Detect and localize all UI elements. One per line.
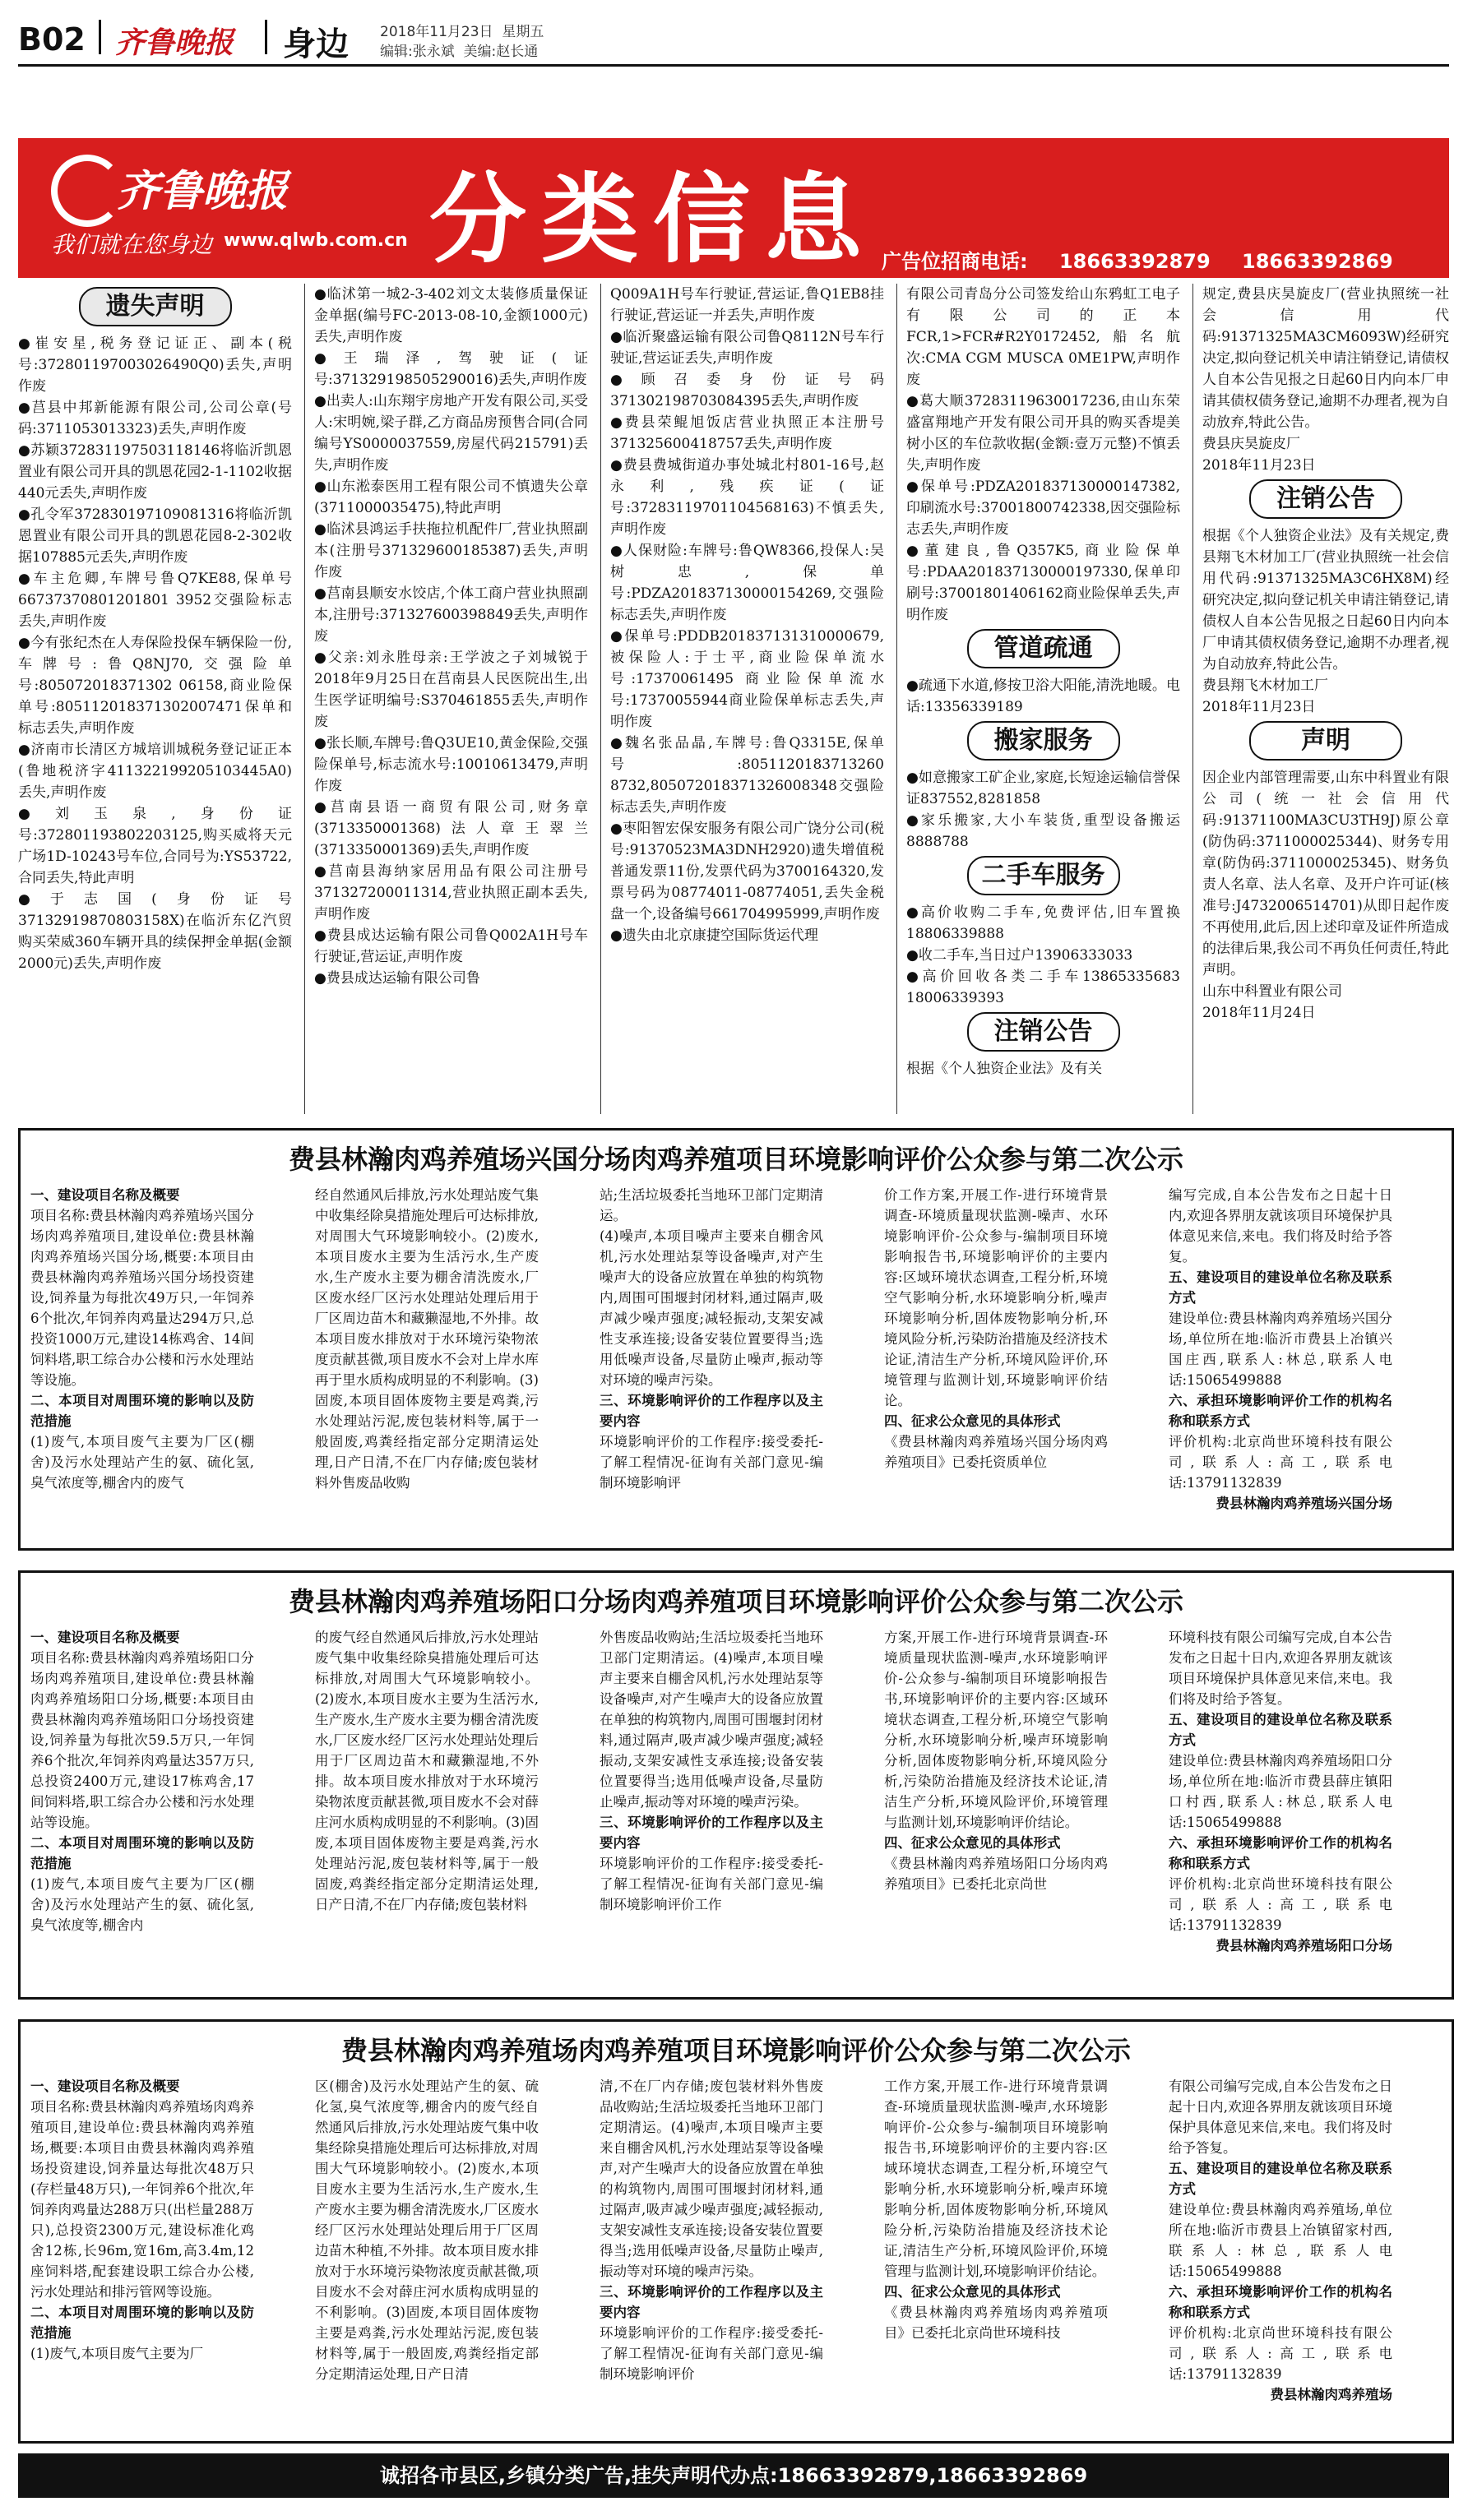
notice-body [30,2076,1442,2433]
notice-paragraph: (4)噪声,本项目噪声主要来自棚舍风机,污水处理站泵等设备噪声,对产生噪声大的设备应放置在单独的构筑物内,周围可围堰封闭材料,通过隔声,吸声减少噪声强度;减轻振动,支架安减性支承连接;设备安装位置要得当;选用低噪声设备,尽量防止噪声,振动等对环境的噪声污染。 [600,1228,823,1388]
notice-subheading: 四、征求公众意见的具体形式 [884,1835,1061,1851]
notice-subheading: 四、征求公众意见的具体形式 [884,2284,1061,2300]
brand-swirl-icon [51,155,123,227]
classified-item: 根据《个人独资企业法》及有关 [906,1061,1102,1077]
notice-subheading: 一、建设项目名称及概要 [30,1630,180,1645]
classified-item: ●顾召委身份证号码371302198703084395丢失,声明作废 [610,372,884,409]
list [1202,525,1449,718]
notice-paragraph: 环境影响评价的工作程序:接受委托-了解工程情况-征询有关部门意见-编制环境影响评价 [600,2325,823,2382]
classified-col-1 [18,284,292,1114]
classified-item: ●费县荣鲲旭饭店营业执照正本注册号371325600418757丢失,声明作废 [610,414,884,452]
heading-pipe-dredging: 管道疏通 [967,629,1120,668]
classified-item: ●疏通下水道,修按卫浴大阳能,清洗地暖。电话:13356339189 [906,677,1180,715]
notice-xingguo [18,1128,1454,1551]
section-title: 身边 [283,25,349,63]
notice-title: 费县林瀚肉鸡养殖场阳口分场肉鸡养殖项目环境影响评价公众参与第二次公示 [288,1586,1183,1617]
notice-paragraph: 建设单位:费县林瀚肉鸡养殖场阳口分场,单位所在地:临沂市费县薛庄镇阳口村西,联系人:林总,联系人电话:15065499888 [1169,1753,1392,1830]
notice-body [30,1627,1442,1989]
classified-item: ●莒南县海纳家居用品有限公司注册号371327200011314,营业执照正副本丢失,声明作废 [314,863,588,922]
classified-col-2 [314,284,588,1114]
notice-paragraph: 评价机构:北京尚世环境科技有限公司,联系人:高工,联系电话:13791132839 [1169,1434,1392,1491]
notice-subheading: 二、本项目对周围环境的影响以及防范措施 [30,1393,254,1429]
notice-subheading: 六、承担环境影响评价工作的机构名称和联系方式 [1169,2284,1392,2320]
classified-col-3 [610,284,884,1114]
heading-statement: 声明 [1249,721,1402,761]
classified-item: 2018年11月23日 [1202,699,1316,715]
notice-signature: 费县林瀚肉鸡养殖场阳口分场 [1216,1938,1392,1954]
editor-credits: 编辑:张永斌 美编:赵长通 [380,44,539,60]
classified-item: ●于志国(身份证号37132919870803158X)在临沂东亿汽贸购买荣威360车辆开具的续保押金单据(金额2000元)丢失,声明作废 [18,891,292,972]
notice-paragraph: 评价机构:北京尚世环境科技有限公司,联系人:高工,联系电话:13791132839 [1169,1876,1392,1933]
classified-item: ●临沭县鸿运手扶拖拉机配件厂,营业执照副本(注册号371329600185387)丢失,声明作废 [314,521,588,580]
notice-paragraph: 环境科技有限公司编写完成,自本公告发布之日起十日内,欢迎各界朋友就该项目环境保护具体意见来信,来电。我们将及时给予答复。 [1169,1630,1392,1707]
classified-item: ●人保财险:车牌号:鲁QW8366,投保人:吴树忠,保单号:PDZA201837130000154269,交强险标志丢失,声明作废 [610,543,884,623]
list [610,284,884,946]
classified-item: ●如意搬家工矿企业,家庭,长短途运输信誉保证837552,8281858 [906,770,1180,807]
banner-title: 分类信息 [429,163,878,276]
banner-logo: 齐鲁晚报 [117,166,289,216]
classified-item: ●魏名张品晶,车牌号:鲁Q3315E,保单号:8051120183713260 8732,805072018371326008348交强险标志丢失,声明作废 [610,735,884,816]
classified-item: ●枣阳智宏保安服务有限公司广饶分公司(税号:91370523MA3DNH2920)遗失增值税普通发票11份,发票代码为3700164320,发票号码为08774011-08774051,丢失金税盘一个,设备编号661704995999,声明作废 [610,821,884,922]
notice-paragraph: 清,不在厂内存储;废包装材料外售废品收购站;生活垃圾委托当地环卫部门定期清运。(4)噪声,本项目噪声主要来自棚舍风机,污水处理站泵等设备噪声,对产生噪声大的设备应放置在单独的构筑物内,周围可围堰封闭材料,通过隔声,吸声减少噪声强度;减轻振动,支架安减性支承连接;设备安装位置要得当;选用低噪声设备,尽量防止噪声,振动等对环境的噪声污染。 [600,2078,823,2279]
notice-paragraph: 有限公司编写完成,自本公告发布之日起十日内,欢迎各界朋友就该项目环境保护具体意见来信,来电。我们将及时给予答复。 [1169,2078,1392,2156]
classified-item: ●保单号:PDZA201837130000147382,印刷流水号:37001800742338,因交强险标志丢失,声明作废 [906,479,1180,538]
classified-item: ●出卖人:山东翔宇房地产开发有限公司,买受人:宋明婉,梁子群,乙方商品房预售合同(合同编号YS0000037559,房屋代码215791)丢失,声明作废 [314,393,588,474]
notice-paragraph: (1)废气,本项目废气主要为厂区(棚舍)及污水处理站产生的氨、硫化氢,臭气浓度等,棚舍内的废气 [30,1434,254,1491]
classified-col-5 [1202,284,1449,1114]
heading-lost-notice: 遗失声明 [79,287,232,326]
classified-columns [18,284,1449,1114]
list [1202,767,1449,1024]
notice-subheading: 一、建设项目名称及概要 [30,1187,180,1203]
banner-url: www.qlwb.com.cn [224,230,408,251]
newspaper-brand: 齐鲁晚报 [115,25,234,60]
classified-item: ●董建良,鲁Q357K5,商业险保单号:PDAA201837130000197330,保单印刷号:37001801406162商业险保单丢失,声明作废 [906,543,1180,623]
notice-paragraph: 环境影响评价的工作程序:接受委托-了解工程情况-征询有关部门意见-编制环境影响评 [600,1434,823,1491]
column-divider [896,284,897,1114]
notice-paragraph: 经自然通风后排放,污水处理站废气集中收集经除臭措施处理后可达标排放,对周围大气环境影响较小。(2)废水,本项目废水主要为生活污水,生产废水,生产废水主要为棚舍清洗废水,厂区废水经厂区污水处理站处理后用于厂区周边苗木和藏獭湿地,不外排。故本项目废水排放对于水环境污染物浓度贡献甚微,项目废水不会对上岸水库再于里水质构成明显的不利影响。(3)固废,本项目固体废物主要是鸡粪,污水处理站污泥,废包装材料等,属于一般固废,鸡粪经指定部分定期清运处理,日产日清,不在厂内存储;废包装材料外售废品收购 [315,1187,539,1491]
notice-main-farm [18,2019,1454,2444]
list [906,767,1180,853]
list [1202,284,1449,476]
notice-column [600,1185,823,1540]
classified-item: ●费县成达运输有限公司鲁 [314,970,480,987]
notice-signature: 费县林瀚肉鸡养殖场 [1270,2387,1392,2402]
notice-column [1169,1185,1392,1540]
classified-item: ●莒南县语一商贸有限公司,财务章(3713350001368)法人章王翠兰(3713350001369)丢失,声明作废 [314,799,588,858]
notice-column [1169,1627,1392,1989]
notice-subheading: 二、本项目对周围环境的影响以及防范措施 [30,2305,254,2341]
classified-item: 规定,费县庆昊旋皮厂(营业执照统一社会信用代码:91371325MA3CM6093W)经研究决定,拟向登记机关申请注销登记,请债权人自本公告见报之日起60日内向本厂申请其债权债务登记,逾期不办理者,视为自动放弃,特此公告。 [1202,286,1449,431]
list [906,675,1180,718]
classified-item: ●济南市长清区方城培训城税务登记证正本(鲁地税济字411322199205103445A0)丢失,声明作废 [18,742,292,801]
classified-item: ●父亲:刘永胜母亲:王学波之子刘城锐于2018年9月25日在莒南县人民医院出生,出生医学证明编号:S370461855丢失,声明作废 [314,650,588,730]
classified-item: ●莒县中邦新能源有限公司,公司公章(号码:3711053013323)丢失,声明作废 [18,400,292,437]
notice-subheading: 三、环境影响评价的工作程序以及主要内容 [600,1393,823,1429]
classified-item: 山东中科置业有限公司 [1202,983,1342,1000]
notice-column [600,1627,823,1989]
classified-item: 费县庆昊旋皮厂 [1202,436,1300,452]
divider [99,20,101,54]
notice-body [30,1185,1442,1540]
classified-item: ●费县费城街道办事处城北村801-16号,赵永利,残疾证(证号:37283119701104568163)不慎丢失,声明作废 [610,457,884,538]
notice-subheading: 二、本项目对周围环境的影响以及防范措施 [30,1835,254,1871]
notice-column [600,2076,823,2433]
classified-item: ●高价回收各类二手车13865335683 18006339393 [906,969,1180,1006]
list [18,333,292,974]
notice-subheading: 五、建设项目的建设单位名称及联系方式 [1169,1712,1392,1748]
classified-item: ●收二手车,当日过户13906333033 [906,947,1133,964]
notice-paragraph: (1)废气,本项目废气主要为厂 [30,2346,204,2361]
classified-item: ●家乐搬家,大小车装货,重型设备搬运8888788 [906,812,1180,850]
notice-column [1169,2076,1392,2433]
notice-paragraph: 区(棚舍)及污水处理站产生的氨、硫化氢,臭气浓度等,棚舍内的废气经自然通风后排放,污水处理站废气集中收集经除臭措施处理后可达标排放,对周围大气环境影响较小。(2)废水,本项目废水主要为生活污水,生产废水,生产废水主要为棚舍清洗废水,厂区废水经厂区污水处理站处理后用于厂区周边苗木种植,不外排。故本项目废水排放对于水环境污染物浓度贡献甚微,项目废水不会对薛庄河水质构成明显的不利影响。(3)固废,本项目固体废物主要是鸡粪,污水处理站污泥,废包装材料等,属于一般固废,鸡粪经指定部分定期清运处理,日产日清 [315,2078,539,2382]
divider [265,20,267,54]
list [906,284,1180,626]
classified-item: ●张长顺,车牌号:鲁Q3UE10,黄金保险,交强险保单号,标志流水号:10010613479,声明作废 [314,735,588,794]
classified-item: ●刘玉泉,身份证号:372801193802203125,购买威将天元广场1D-10243号车位,合同号为:YS53722,合同丢失,特此声明 [18,806,292,886]
classified-item: 费县翔飞木材加工厂 [1202,677,1328,694]
classified-item: ●费县成达运输有限公司鲁Q002A1H号车行驶证,营运证,声明作废 [314,927,588,965]
notice-column [884,2076,1108,2433]
list [906,1058,1180,1080]
notice-paragraph: 《费县林瀚肉鸡养殖场肉鸡养殖项目》已委托北京尚世环境科技 [884,2305,1108,2341]
banner-phone: 广告位招商电话: 18663392879 18663392869 [882,250,1393,273]
classified-item: ●孔令军372830197109081316将临沂凯恩置业有限公司开具的凯恩花园8-2-302收据107885元丢失,声明作废 [18,506,292,566]
notice-paragraph: 项目名称:费县林瀚肉鸡养殖场肉鸡养殖项目,建设单位:费县林瀚肉鸡养殖场,概要:本项目由费县林瀚肉鸡养殖场投资建设,饲养量达每批次48万只(存栏量48万只),一年饲养6个批次,年饲养肉鸡量达288万只(出栏量288万只),总投资2300万元,建设标准化鸡舍12栋,长96m,宽16m,高3.4m,12座饲料塔,配套建设职工综合办公楼,污水处理站和排污管网等设施。 [30,2099,254,2300]
classified-banner [18,138,1449,278]
notice-paragraph: 建设单位:费县林瀚肉鸡养殖场,单位所在地:临沂市费县上冶镇留家村西,联系人:林总,联系人电话:15065499888 [1169,2202,1392,2279]
notice-subheading: 五、建设项目的建设单位名称及联系方式 [1169,2161,1392,2197]
notice-paragraph: 《费县林瀚肉鸡养殖场兴国分场肉鸡养殖项目》已委托资质单位 [884,1434,1108,1470]
classified-col-4 [906,284,1180,1114]
classified-item: 根据《个人独资企业法》及有关规定,费县翔飞木材加工厂(营业执照统一社会信用代码:91371325MA3C6HX8M)经研究决定,拟向登记机关申请注销登记,请债权人自本公告见报之日起60日内向本厂申请其债权债务登记,逾期不办理者,视为自动放弃,特此公告。 [1202,528,1449,673]
notice-title: 费县林瀚肉鸡养殖场兴国分场肉鸡养殖项目环境影响评价公众参与第二次公示 [288,1144,1183,1175]
notice-paragraph: 方案,开展工作-进行环境背景调查-环境质量现状监测-噪声,水环境影响评价-公众参与-编制项目环境影响报告书,环境影响评价的主要内容:区域环境状态调查,工程分析,环境空气影响分析,水环境影响分析,噪声环境影响分析,固体废物影响分析,环境风险分析,污染防治措施及经济技术论证,清洁生产分析,环境风险评价,环境管理与监测计划,环境影响评价结论。 [884,1630,1108,1830]
classified-item: 2018年11月23日 [1202,457,1316,474]
notice-paragraph: 编写完成,自本公告发布之日起十日内,欢迎各界朋友就该项目环境保护具体意见来信,来电。我们将及时给予答复。 [1169,1187,1392,1265]
issue-date: 2018年11月23日 星期五 [380,24,544,40]
notice-paragraph: 站;生活垃圾委托当地环卫部门定期清运。 [600,1187,823,1223]
notice-column [315,1185,539,1540]
classified-item: ●崔安星,税务登记证正、副本(税号:372801197003026490Q0)丢失,声明作废 [18,335,292,395]
notice-signature: 费县林瀚肉鸡养殖场兴国分场 [1216,1496,1392,1511]
notice-subheading: 三、环境影响评价的工作程序以及主要内容 [600,1815,823,1851]
heading-moving-service: 搬家服务 [967,721,1120,761]
column-divider [1192,284,1193,1114]
notice-paragraph: 项目名称:费县林瀚肉鸡养殖场兴国分场肉鸡养殖项目,建设单位:费县林瀚肉鸡养殖场兴国分场,概要:本项目由费县林瀚肉鸡养殖场兴国分场投资建设,饲养量为每批次49万只,一年饲养6个批次,年饲养肉鸡量达294万只,总投资1000万元,建设14栋鸡舍、14间饲料塔,职工综合办公楼和污水处理站等设施。 [30,1208,254,1388]
notice-column [30,1627,254,1989]
list [906,902,1180,1009]
classified-item: ●莒南县顺安水饺店,个体工商户营业执照副本,注册号:371327600398849丢失,声明作废 [314,585,588,645]
notice-paragraph: 价工作方案,开展工作-进行环境背景调查-环境质量现状监测-噪声、水环境影响评价-公众参与-编制项目环境影响报告书,环境影响评价的主要内容:区域环境状态调查,工程分析,环境空气影响分析,水环境影响分析,噪声环境影响分析,固体废物影响分析,环境风险分析,污染防治措施及经济技术论证,清洁生产分析,环境风险评价,环境管理与监测计划,环境影响评价结论。 [884,1187,1108,1408]
notice-subheading: 六、承担环境影响评价工作的机构名称和联系方式 [1169,1835,1392,1871]
notice-column [884,1627,1108,1989]
notice-subheading: 六、承担环境影响评价工作的机构名称和联系方式 [1169,1393,1392,1429]
footer-banner: 诚招各市县区,乡镇分类广告,挂失声明代办点:18663392879,18663392869 [18,2453,1449,2498]
notice-subheading: 一、建设项目名称及概要 [30,2078,180,2094]
classified-item: 2018年11月24日 [1202,1005,1316,1021]
classified-item: ●山东淞泰医用工程有限公司不慎遗失公章(3711000035475),特此声明 [314,479,588,516]
classified-item: ●遗失由北京康捷空国际货运代理 [610,927,818,944]
notice-column [315,2076,539,2433]
notice-paragraph: 《费县林瀚肉鸡养殖场阳口分场肉鸡养殖项目》已委托北京尚世 [884,1856,1108,1892]
classified-item: ●临沭第一城2-3-402刘文太装修质量保证金单据(编号FC-2013-08-10,金额1000元)丢失,声明作废 [314,286,588,345]
notice-subheading: 四、征求公众意见的具体形式 [884,1413,1061,1429]
notice-column [30,1185,254,1540]
notice-paragraph: 评价机构:北京尚世环境科技有限公司,联系人:高工,联系电话:13791132839 [1169,2325,1392,2382]
heading-cancellation: 注销公告 [1249,479,1402,519]
notice-column [30,2076,254,2433]
notice-subheading: 五、建设项目的建设单位名称及联系方式 [1169,1269,1392,1306]
banner-slogan: 我们就在您身边 [51,231,213,258]
classified-item: ●苏颖372831197503118146将临沂凯恩置业有限公司开具的凯恩花园2-1-1102收据440元丢失,声明作废 [18,442,292,502]
column-divider [304,284,305,1114]
heading-cancellation: 注销公告 [967,1012,1120,1052]
notice-title: 费县林瀚肉鸡养殖场肉鸡养殖项目环境影响评价公众参与第二次公示 [340,2035,1131,2066]
classified-item: ●王瑞泽,驾驶证(证号:371329198505290016)丢失,声明作废 [314,350,588,388]
classified-item: ●临沂聚盛运输有限公司鲁Q8112N号车行驶证,营运证丢失,声明作废 [610,329,884,367]
classified-item: ●保单号:PDDB201837131310000679,被保险人:于士平,商业险保单流水号:17370061495 商业险保单流水号:17370055944商业险保单标志丢失,声明作废 [610,628,884,730]
notice-paragraph: 外售废品收购站;生活垃圾委托当地环卫部门定期清运。(4)噪声,本项目噪声主要来自棚舍风机,污水处理站泵等设备噪声,对产生噪声大的设备应放置在单独的构筑物内,周围可围堰封闭材料,通过隔声,吸声减少噪声强度;减轻振动,支架安减性支承连接;设备安装位置要得当;选用低噪声设备,尽量防止噪声,振动等对环境的噪声污染。 [600,1630,823,1810]
column-divider [600,284,601,1114]
list [314,284,588,989]
notice-column [884,1185,1108,1540]
notice-paragraph: 工作方案,开展工作-进行环境背景调查-环境质量现状监测-噪声,水环境影响评价-公众参与-编制项目环境影响报告书,环境影响评价的主要内容:区域环境状态调查,工程分析,环境空气影响分析,水环境影响分析,噪声环境影响分析,固体废物影响分析,环境风险分析,污染防治措施及经济技术论证,清洁生产分析,环境风险评价,环境管理与监测计划,环境影响评价结论。 [884,2078,1108,2279]
notice-paragraph: (1)废气,本项目废气主要为厂区(棚舍)及污水处理站产生的氨、硫化氢,臭气浓度等,棚舍内 [30,1876,254,1933]
page-header [18,15,1449,67]
notice-paragraph: 的废气经自然通风后排放,污水处理站废气集中收集经除臭措施处理后可达标排放,对周围大气环境影响较小。(2)废水,本项目废水主要为生活污水,生产废水,生产废水主要为棚舍清洗废水,厂区废水经厂区污水处理站处理后用于厂区周边苗木和藏獭湿地,不外排。故本项目废水排放对于水环境污染物浓度贡献甚微,项目废水不会对薛庄河水质构成明显的不利影响。(3)固废,本项目固体废物主要是鸡粪,污水处理站污泥,废包装材料等,属于一般固废,鸡粪经指定部分定期清运处理,日产日清,不在厂内存储;废包装材料 [315,1630,539,1912]
classified-item: Q009A1H号车行驶证,营运证,鲁Q1EB8挂行驶证,营运证一并丢失,声明作废 [610,286,884,324]
classified-item: ●今有张纪杰在人寿保险投保车辆保险一份,车牌号:鲁Q8NJ70,交强险单号:805072018371302 06158,商业险保单号:805112018371302007471保单和标志丢失,声明作废 [18,635,292,737]
page-number: B02 [18,21,86,58]
notice-column [315,1627,539,1989]
heading-used-car: 二手车服务 [967,856,1120,895]
notice-yangkou [18,1570,1454,2000]
classified-item: 有限公司青岛分公司签发给山东鸦虹工电子有限公司的正本FCR,1>FCR#R2Y0172452,船名航次:CMA CGM MUSCA 0ME1PW,声明作废 [906,286,1180,388]
notice-paragraph: 环境影响评价的工作程序:接受委托-了解工程情况-征询有关部门意见-编制环境影响评价工作 [600,1856,823,1912]
classified-item: ●葛大顺37283119630017236,由山东荣盛富翔地产开发有限公司开具的购买香堤美树小区的车位款收据(金额:壹万元整)不慎丢失,声明作废 [906,393,1180,474]
classified-item: ●高价收购二手车,免费评估,旧车置换18806339888 [906,904,1180,942]
notice-paragraph: 建设单位:费县林瀚肉鸡养殖场兴国分场,单位所在地:临沂市费县上冶镇兴国庄西,联系人:林总,联系人电话:15065499888 [1169,1311,1392,1388]
notice-subheading: 三、环境影响评价的工作程序以及主要内容 [600,2284,823,2320]
classified-item: 因企业内部管理需要,山东中科置业有限公司(统一社会信用代码:91371100MA3CU3TH9J)原公章(防伪码:3711000025344)、财务专用章(防伪码:3711000025345)、财务负责人名章、法人名章、及开户许可证(核准号:J4732006514701)从即日起作废不再使用,此后,因上述印章及证件所造成的法律后果,我公司不再负任何责任,特此声明。 [1202,770,1449,978]
classified-item: ●车主危卿,车牌号鲁Q7KE88,保单号66737370801201801 3952交强险标志丢失,声明作废 [18,571,292,630]
notice-paragraph: 项目名称:费县林瀚肉鸡养殖场阳口分场肉鸡养殖项目,建设单位:费县林瀚肉鸡养殖场阳口分场,概要:本项目由费县林瀚肉鸡养殖场阳口分场投资建设,饲养量为每批次59.5万只,一年饲养6个批次,年饲养肉鸡量达357万只,总投资2400万元,建设17栋鸡舍,17间饲料塔,职工综合办公楼和污水处理站等设施。 [30,1650,254,1830]
